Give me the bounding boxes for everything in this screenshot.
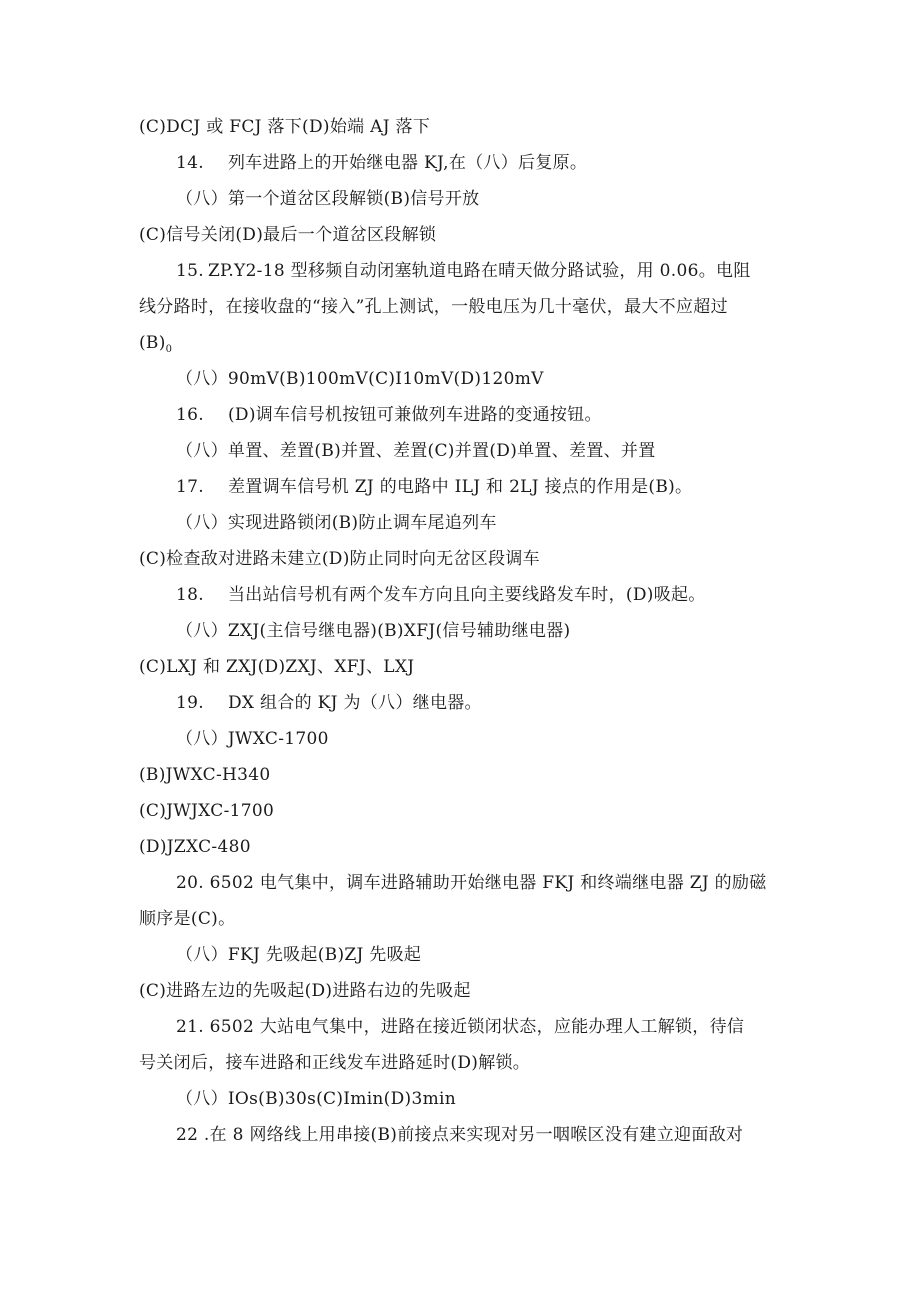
q16-options: （八）单置、差置(B)并置、差置(C)并置(D)单置、差置、并置 <box>176 441 656 461</box>
q19-option-b: (B)JWXC-H340 <box>139 765 271 785</box>
q18-options-ab: （八）ZXJ(主信号继电器)(B)XFJ(信号辅助继电器) <box>176 621 571 641</box>
question-number: 18. <box>176 585 204 605</box>
question-15-answer <box>139 333 172 360</box>
question-21-continued: 号关闭后，接车进路和正线发车进路延时(D)解锁。 <box>139 1053 531 1073</box>
q15-options: （八）90mV(B)100mV(C)I10mV(D)120mV <box>176 369 544 389</box>
answer-text: (B) <box>139 333 166 353</box>
q14-options-cd: (C)信号关闭(D)最后一个道岔区段解锁 <box>139 225 437 245</box>
question-text: (D)调车信号机按钮可兼做列车进路的变通按钮。 <box>228 405 602 425</box>
q18-options-cd: (C)LXJ 和 ZXJ(D)ZXJ、XFJ、LXJ <box>139 657 415 677</box>
q13-options-cd: (C)DCJ 或 FCJ 落下(D)始端 AJ 落下 <box>139 117 431 137</box>
question-19 <box>176 693 482 713</box>
answer-subscript: 0 <box>165 344 173 355</box>
q17-options-cd: (C)检查敌对进路未建立(D)防止同时向无岔区段调车 <box>139 549 540 569</box>
question-21: 21. 6502 大站电气集中，进路在接近锁闭状态，应能办理人工解锁，待信 <box>176 1017 745 1037</box>
question-text: 差置调车信号机 ZJ 的电路中 ILJ 和 2LJ 接点的作用是(B)。 <box>228 477 693 497</box>
question-number: 17. <box>176 477 204 497</box>
q19-option-d: (D)JZXC-480 <box>139 837 251 857</box>
question-number: 14. <box>176 153 204 173</box>
question-20-continued: 顺序是(C)。 <box>139 909 236 929</box>
q17-options-ab: （八）实现进路锁闭(B)防止调车尾追列车 <box>176 513 497 533</box>
question-15-continued: 线分路时，在接收盘的“接入”孔上测试，一般电压为几十毫伏，最大不应超过 <box>139 297 728 317</box>
question-text: DX 组合的 KJ 为（八）继电器。 <box>228 693 482 713</box>
q14-options-ab: （八）第一个道岔区段解锁(B)信号开放 <box>176 189 480 209</box>
q21-options: （八）IOs(B)30s(C)Imin(D)3min <box>176 1089 456 1109</box>
question-number: 16. <box>176 405 204 425</box>
question-16 <box>176 405 602 425</box>
q20-options-cd: (C)进路左边的先吸起(D)进路右边的先吸起 <box>139 981 471 1001</box>
q20-options-ab: （八）FKJ 先吸起(B)ZJ 先吸起 <box>176 945 422 965</box>
q19-option-a: （八）JWXC-1700 <box>176 729 329 749</box>
question-17 <box>176 477 692 497</box>
q19-option-c: (C)JWJXC-1700 <box>139 801 275 821</box>
question-number: 19. <box>176 693 204 713</box>
question-text: 当出站信号机有两个发车方向且向主要线路发车时，(D)吸起。 <box>228 585 706 605</box>
question-text: 列车进路上的开始继电器 KJ,在（八）后复原。 <box>228 153 588 173</box>
question-text: ZP.Y2-18 型移频自动闭塞轨道电路在晴天做分路试验，用 0.06。电阻 <box>207 261 751 281</box>
question-14 <box>176 153 587 173</box>
question-18 <box>176 585 706 605</box>
question-number: 15. <box>176 261 204 281</box>
question-15 <box>176 261 751 281</box>
question-20: 20. 6502 电气集中，调车进路辅助开始继电器 FKJ 和终端继电器 ZJ 的励磁 <box>176 873 767 893</box>
question-22: 22 .在 8 网络线上用串接(B)前接点来实现对另一咽喉区没有建立迎面敌对 <box>176 1125 744 1145</box>
